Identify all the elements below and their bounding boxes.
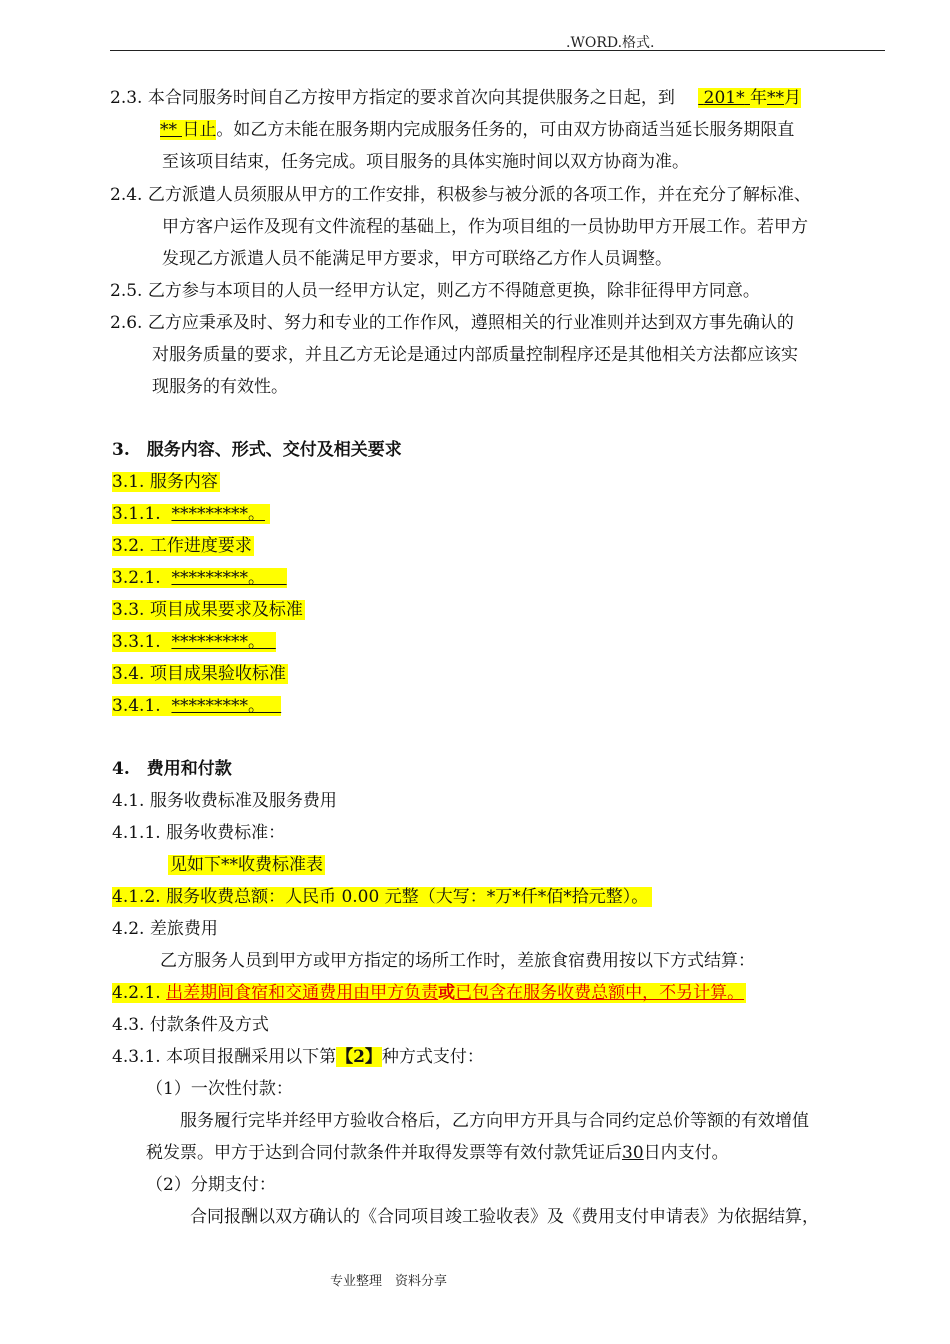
section-3-title: 3. 服务内容、形式、交付及相关要求 xyxy=(112,440,402,460)
clause-2-6-line2: 对服务质量的要求，并且乙方无论是通过内部质量控制程序还是其他相关方法都应该实 xyxy=(152,345,798,365)
clause-2-4-line1: 2.4. 乙方派遣人员须服从甲方的工作安排，积极参与被分派的各项工作，并在充分了解标准、 xyxy=(110,185,811,205)
travel-option-b: 已包含在服务收费总额中，不另计算。 xyxy=(455,983,745,1003)
clause-2-4-line2: 甲方客户运作及现有文件流程的基础上，作为项目组的一员协助甲方开展工作。若甲方 xyxy=(162,217,808,237)
clause-3-1: 3.1. 服务内容 xyxy=(112,472,218,492)
page-header: .WORD.格式. xyxy=(566,35,655,51)
clause-3-4-1: 3.4.1. *********。 xyxy=(112,695,281,717)
clause-2-5: 2.5. 乙方参与本项目的人员一经甲方认定，则乙方不得随意更换，除非征得甲方同意。 xyxy=(110,281,760,301)
clause-4-2: 4.2. 差旅费用 xyxy=(112,919,218,939)
clause-3-2-1: 3.2.1. *********。 xyxy=(112,567,287,589)
clause-4-1-1: 4.1.1. 服务收费标准： xyxy=(112,823,286,843)
travel-expense-text: 乙方服务人员到甲方或甲方指定的场所工作时，差旅食宿费用按以下方式结算： xyxy=(160,951,755,971)
clause-2-3-line1: 2.3. 本合同服务时间自乙方按甲方指定的要求首次向其提供服务之日起，到 201* 年**月 xyxy=(110,88,802,108)
payment-option-1-line2: 税发票。甲方于达到合同付款条件并取得发票等有效付款凭证后30日内支付。 xyxy=(146,1143,729,1163)
payment-days: 30 xyxy=(622,1143,644,1163)
travel-option-or: 或 xyxy=(438,983,456,1003)
clause-3-3-1: 3.3.1. *********。 xyxy=(112,631,276,653)
clause-3-3: 3.3. 项目成果要求及标准 xyxy=(112,600,303,620)
payment-option-1-title: （1）一次性付款： xyxy=(146,1079,293,1099)
clause-3-4: 3.4. 项目成果验收标准 xyxy=(112,664,286,684)
clause-4-3: 4.3. 付款条件及方式 xyxy=(112,1015,269,1035)
fee-table-reference: 见如下**收费标准表 xyxy=(170,855,323,875)
page-footer: 专业整理 资料分享 xyxy=(330,1274,448,1289)
service-end-year: 201* xyxy=(698,88,750,108)
clause-2-3-line3: 至该项目结束，任务完成。项目服务的具体实施时间以双方协商为准。 xyxy=(162,152,689,172)
clause-4-3-1: 4.3.1. 本项目报酬采用以下第【2】种方式支付： xyxy=(112,1047,484,1067)
clause-4-1: 4.1. 服务收费标准及服务费用 xyxy=(112,791,337,811)
payment-option-2-title: （2）分期支付： xyxy=(146,1175,276,1195)
clause-2-6-line1: 2.6. 乙方应秉承及时、努力和专业的工作作风，遵照相关的行业准则并达到双方事先确认的 xyxy=(110,313,794,333)
payment-choice: 【2】 xyxy=(336,1047,382,1067)
payment-option-2-line1: 合同报酬以双方确认的《合同项目竣工验收表》及《费用支付申请表》为依据结算， xyxy=(190,1207,819,1227)
clause-3-2: 3.2. 工作进度要求 xyxy=(112,536,252,556)
clause-4-2-1: 4.2.1. 出差期间食宿和交通费用由甲方负责或已包含在服务收费总额中，不另计算。 xyxy=(112,983,745,1003)
clause-2-6-line3: 现服务的有效性。 xyxy=(152,377,288,397)
clause-2-3-line2: ** 日止。如乙方未能在服务期内完成服务任务的，可由双方协商适当延长服务期限直 xyxy=(160,120,795,140)
clause-3-1-1: 3.1.1. *********。 xyxy=(112,503,270,525)
clause-4-1-2: 4.1.2. 服务收费总额：人民币 0.00 元整（大写：*万*仟*佰*拾元整）。 xyxy=(112,886,652,908)
clause-2-4-line3: 发现乙方派遣人员不能满足甲方要求，甲方可联络乙方作人员调整。 xyxy=(162,249,672,269)
header-rule xyxy=(110,50,885,51)
section-4-title: 4. 费用和付款 xyxy=(112,759,232,779)
payment-option-1-line1: 服务履行完毕并经甲方验收合格后，乙方向甲方开具与合同约定总价等额的有效增值 xyxy=(180,1111,809,1131)
travel-option-a: 出差期间食宿和交通费用由甲方负责 xyxy=(166,983,439,1003)
